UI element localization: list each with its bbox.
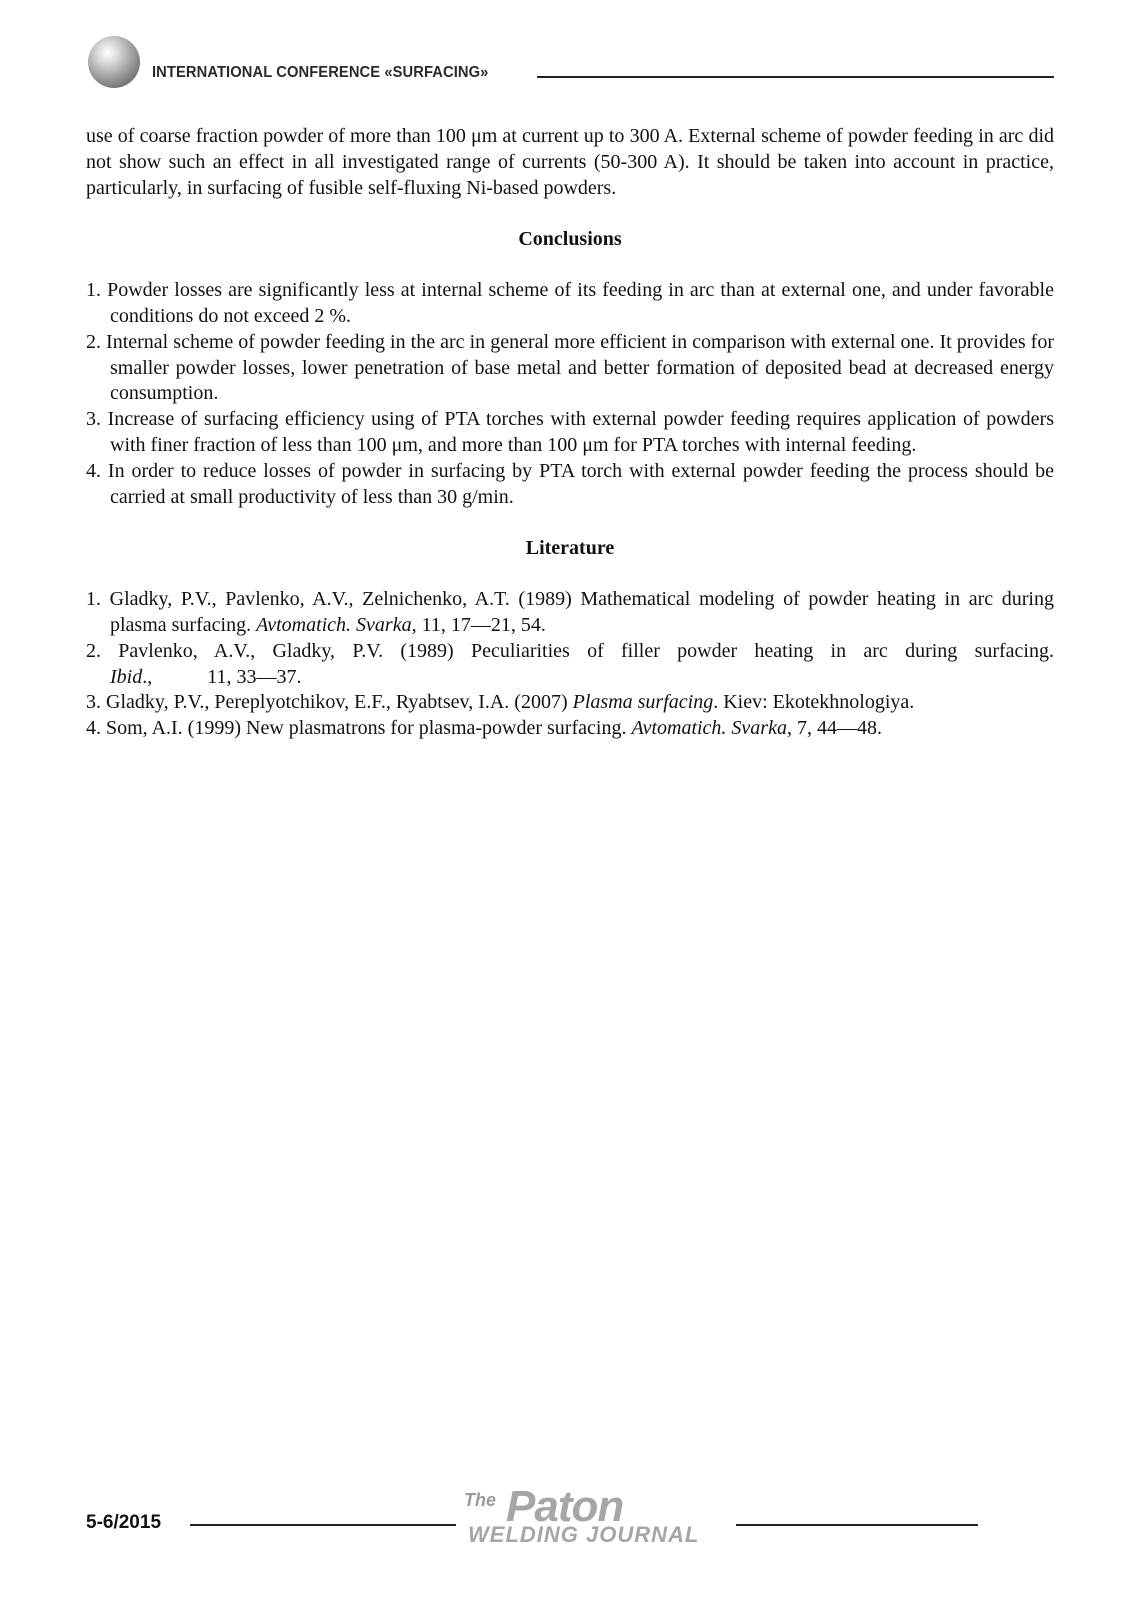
header-rule xyxy=(537,76,1054,78)
reference-text: 3. Gladky, P.V., Pereplyotchikov, E.F., Ryabtsev, I.A. (2007) xyxy=(86,691,573,714)
page-footer xyxy=(86,1482,1006,1558)
footer-rule-left xyxy=(190,1524,456,1526)
conclusions-heading: Conclusions xyxy=(518,228,622,251)
reference-item xyxy=(86,587,1054,639)
conclusion-item: 4. In order to reduce losses of powder in surfacing by PTA torch with external powder feeding the process should be carried at small productivity of less than 30 g/min. xyxy=(86,459,1054,508)
reference-source: Ibid xyxy=(110,665,143,688)
logo-the-text: The xyxy=(464,1490,497,1510)
conclusions-list xyxy=(86,278,1054,510)
page-header xyxy=(88,36,1054,92)
conference-sphere-logo xyxy=(88,36,140,88)
reference-item xyxy=(86,716,1054,742)
reference-details: , 11, 17—21, 54. xyxy=(411,613,546,636)
reference-item xyxy=(86,690,1054,716)
reference-text: 2. Pavlenko, A.V., Gladky, P.V. (1989) Peculiarities of filler powder heating in arc during surfacing. xyxy=(86,639,1054,662)
conclusion-item: 3. Increase of surfacing efficiency using of PTA torches with external powder feeding requires application of powders with finer fraction of less than 100 μm, and more than 100 μm for PTA torches with internal feeding. xyxy=(86,408,1054,456)
reference-details: . Kiev: Ekotekhnologiya. xyxy=(713,691,915,714)
intro-paragraph: use of coarse fraction powder of more than 100 μm at current up to 300 A. External scheme of powder feeding in arc did not show such an effect in all investigated range of currents (50-300 A). It should be taken into account in practice, particularly, in surfacing of fusible self-fluxing Ni-based powders. xyxy=(86,125,1054,199)
conference-title: INTERNATIONAL CONFERENCE «SURFACING» xyxy=(152,64,489,81)
reference-text: 4. Som, A.I. (1999) New plasmatrons for plasma-powder surfacing. xyxy=(86,717,632,740)
footer-rule-right xyxy=(736,1524,978,1526)
reference-source: Plasma surfacing xyxy=(572,691,714,714)
reference-text: 1. Gladky, P.V., Pavlenko, A.V., Zelnichenko, A.T. (1989) Mathematical modeling of powder heating in arc during plasma surfacing. xyxy=(86,588,1054,636)
article-content xyxy=(86,124,1054,742)
reference-item xyxy=(86,639,1054,691)
conclusion-item: 2. Internal scheme of powder feeding in the arc in general more efficient in comparison with external one. It provides for smaller powder losses, lower penetration of base metal and better formation of deposited bead at decreased energy consumption. xyxy=(86,330,1054,405)
issue-number: 5-6/2015 xyxy=(86,1512,162,1533)
logo-paton-text: Paton xyxy=(506,1482,624,1531)
conclusion-item: 1. Powder losses are significantly less at internal scheme of its feeding in arc than at external one, and under favorable conditions do not exceed 2 %. xyxy=(86,279,1054,327)
journal-logo xyxy=(462,1482,728,1548)
logo-welding-journal-text: WELDING JOURNAL xyxy=(468,1522,700,1547)
reference-source: Avtomatich. Svarka xyxy=(256,613,412,636)
literature-heading: Literature xyxy=(525,537,615,560)
reference-details: ., 11, 33—37. xyxy=(142,665,302,688)
literature-list xyxy=(86,587,1054,742)
reference-source: Avtomatich. Svarka xyxy=(631,717,787,740)
reference-details: , 7, 44—48. xyxy=(786,717,882,740)
